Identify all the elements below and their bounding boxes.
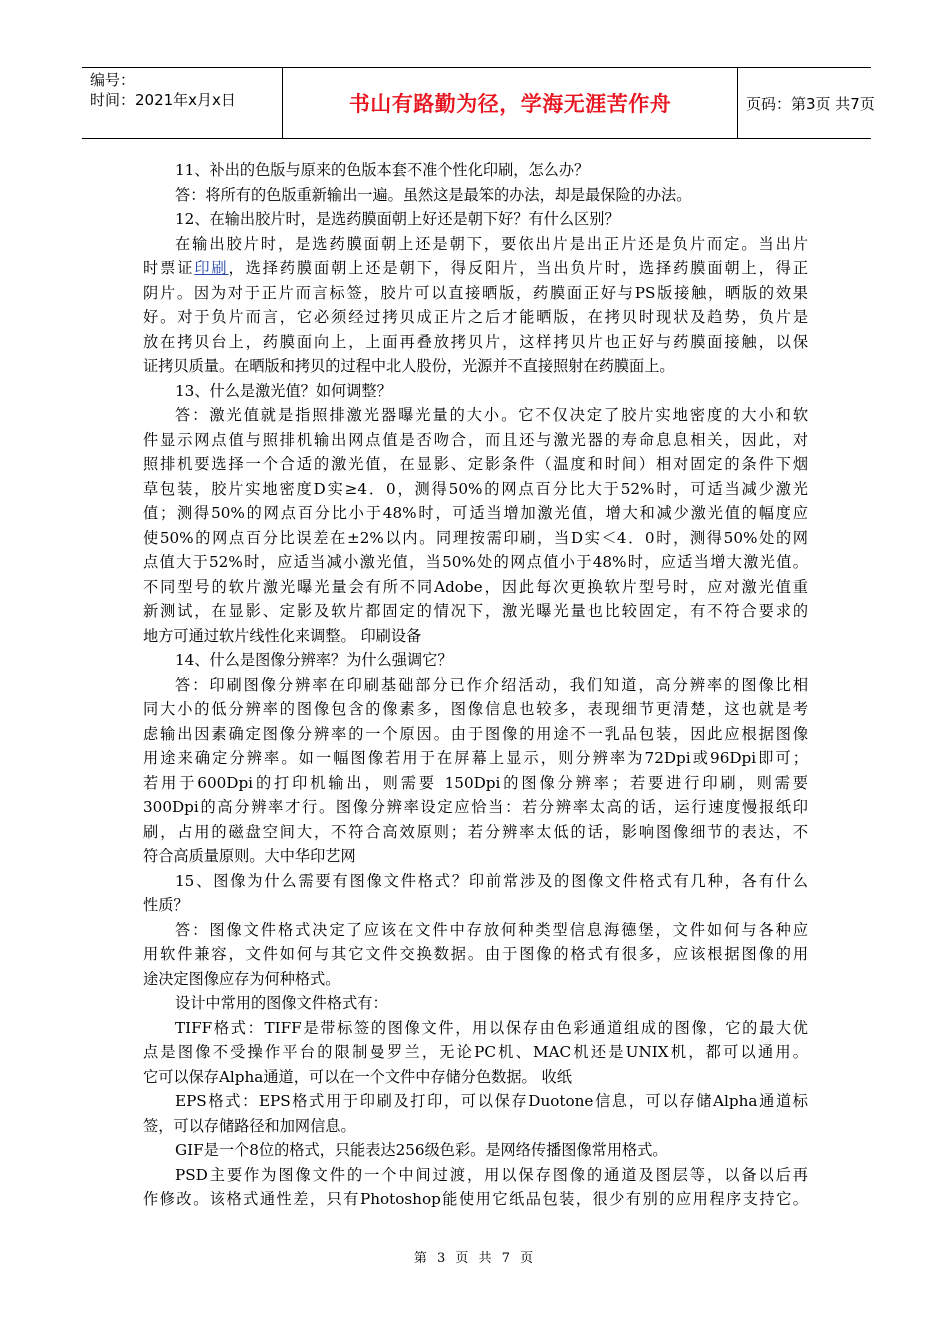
text-line-content: 签，可以存储路径和加网信息。: [143, 1116, 356, 1135]
text-line-content: EPS格式：EPS格式用于印刷及打印，可以保存Duotone信息，可以存储Alpha通道标: [175, 1092, 808, 1110]
text-line-content: 若用于600Dpi的打印机输出，则需要 150Dpi的图像分辨率；若要进行印刷，则需要: [143, 773, 808, 792]
text-line: [143, 1040, 808, 1065]
document-body: [143, 158, 808, 1212]
text-line: [143, 918, 808, 943]
text-line-content: 12、在输出胶片时，是选药膜面朝上好还是朝下好？有什么区别？: [175, 210, 620, 228]
text-line-content: GIF是一个8位的格式，只能表达256级色彩。是网络传播图像常用格式。: [175, 1141, 668, 1159]
header-meta: [82, 68, 283, 138]
text-line: [143, 1065, 808, 1090]
text-line: [143, 428, 808, 453]
text-line: [143, 746, 808, 771]
text-line: [143, 1114, 808, 1139]
text-line-content: 途决定图像应存为何种格式。: [143, 969, 341, 988]
text-line-content: 地方可通过软片线性化来调整。 印刷设备: [143, 626, 422, 645]
text-line-content: 在输出胶片时，是选药膜面朝上还是朝下，要依出片是出正片还是负片而定。当出片: [175, 234, 808, 253]
text-line-content: 答：将所有的色版重新输出一遍。虽然这是最笨的办法，却是最保险的办法。: [175, 185, 692, 204]
text-line: [143, 599, 808, 624]
text-line: [143, 697, 808, 722]
text-line-content: 性质？: [143, 896, 189, 914]
text-line-content: 用软件兼容，文件如何与其它文件交换数据。由于图像的格式有很多，应该根据图像的用: [143, 945, 808, 963]
text-line-content: 符合高质量原则。大中华印艺网: [143, 847, 356, 865]
text-line: [143, 330, 808, 355]
text-line: [143, 207, 808, 232]
page-footer: 第 3 页 共 7 页: [413, 1251, 537, 1266]
text-line: [143, 281, 808, 306]
text-line-content: 答：激光值就是指照排激光器曝光量的大小。它不仅决定了胶片实地密度的大小和软: [175, 406, 808, 424]
text-line: [143, 526, 808, 551]
text-line: [143, 1163, 808, 1188]
text-line-content: 刷，占用的磁盘空间大，不符合高效原则；若分辨率太低的话，影响图像细节的表达，不: [143, 822, 808, 841]
text-line-content: 时票证: [143, 259, 195, 277]
text-line: [143, 1138, 808, 1163]
text-line: [143, 648, 808, 673]
text-line: [143, 1187, 808, 1212]
text-line: [143, 379, 808, 404]
text-line: [143, 354, 808, 379]
text-line: [143, 844, 808, 869]
page-header: [82, 67, 875, 139]
doc-date-label: 时间：2021年x月x日: [90, 91, 236, 109]
doc-number-label: 编号：: [90, 71, 136, 89]
text-line: [143, 967, 808, 992]
text-line: [143, 256, 808, 281]
header-page-info: 页码：第3页 共7页: [746, 94, 875, 113]
text-line: [143, 1089, 808, 1114]
header-motto: 书山有路勤为径，学海无涯苦作舟: [283, 68, 738, 138]
text-line: [143, 1016, 808, 1041]
text-line: [143, 452, 808, 477]
text-line: [143, 624, 808, 649]
text-line-content: 照排机要选择一个合适的激光值，在显影、定影条件（温度和时间）相对固定的条件下烟: [143, 455, 808, 473]
text-line: [143, 893, 808, 918]
hyperlink[interactable]: 印刷: [194, 259, 229, 277]
text-line-content: 300Dpi的高分辨率才行。图像分辨率设定应恰当：若分辨率太高的话，运行速度慢报纸印: [143, 798, 808, 816]
text-line-content: 15、图像为什么需要有图像文件格式？印前常涉及的图像文件格式有几种，各有什么: [175, 871, 808, 890]
text-line-content: 作修改。该格式通性差，只有Photoshop能使用它纸品包装，很少有别的应用程序支持它。: [143, 1190, 808, 1208]
text-line: [143, 305, 808, 330]
text-line: [143, 673, 808, 698]
text-line-content: 草包装，胶片实地密度D实≥4．0，测得50%的网点百分比大于52%时，可适当减少激光: [143, 479, 808, 498]
text-line: [143, 158, 808, 183]
text-line-content: 虑输出因素确定图像分辨率的一个原因。由于图像的用途不一乳品包装，因此应根据图像: [143, 724, 808, 743]
text-line-content: 同大小的低分辨率的图像包含的像素多，图像信息也较多，表现细节更清楚，这也就是考: [143, 700, 808, 718]
text-line: [143, 795, 808, 820]
text-line: [143, 501, 808, 526]
text-line-content: 使50%的网点百分比误差在±2%以内。同理按需印刷，当D实＜4．0时，测得50%处的网: [143, 528, 808, 547]
text-line-content: 值；测得50%的网点百分比小于48%时，可适当增加激光值，增大和减少激光值的幅度应: [143, 504, 808, 522]
text-line-content: 放在拷贝台上，药膜面向上，上面再叠放拷贝片，这样拷贝片也正好与药膜面接触，以保: [143, 332, 808, 351]
text-line: [143, 183, 808, 208]
text-line-content: 不同型号的软片激光曝光量会有所不同Adobe，因此每次更换软片型号时，应对激光值重: [143, 577, 808, 596]
text-line: [143, 403, 808, 428]
text-line: [143, 575, 808, 600]
text-line-content: 点值大于52%时，应适当减小激光值，当50%处的网点值小于48%时，应适当增大激光值。: [143, 553, 808, 571]
text-line-continuation: ，选择药膜面朝上还是朝下，得反阳片，当出负片时，选择药膜面朝上，得正: [228, 259, 808, 277]
text-line-content: TIFF格式：TIFF是带标签的图像文件，用以保存由色彩通道组成的图像，它的最大优: [175, 1018, 808, 1037]
text-line-content: 好。对于负片而言，它必须经过拷贝成正片之后才能晒版，在拷贝时现状及趋势，负片是: [143, 308, 808, 326]
text-line-content: 答：印刷图像分辨率在印刷基础部分已作介绍活动，我们知道，高分辨率的图像比相: [175, 675, 808, 694]
text-line-content: 点是图像不受操作平台的限制曼罗兰，无论PC机、MAC机还是UNIX机，都可以通用。: [143, 1043, 808, 1061]
text-line-content: 证拷贝质量。在晒版和拷贝的过程中北人股份，光源并不直接照射在药膜面上。: [143, 357, 675, 375]
text-line: [143, 771, 808, 796]
text-line: [143, 991, 808, 1016]
text-line-content: 它可以保存Alpha通道，可以在一个文件中存储分色数据。 收纸: [143, 1067, 572, 1086]
text-line: [143, 820, 808, 845]
text-line: [143, 942, 808, 967]
text-line-content: 阴片。因为对于正片而言标签，胶片可以直接晒版，药膜面正好与PS版接触，晒版的效果: [143, 283, 808, 302]
text-line: [143, 477, 808, 502]
text-line-content: 设计中常用的图像文件格式有：: [175, 994, 388, 1012]
text-line: [143, 232, 808, 257]
text-line-content: 13、什么是激光值？如何调整？: [175, 381, 392, 400]
text-line: [143, 869, 808, 894]
text-line-content: 新测试，在显影、定影及软片都固定的情况下，激光曝光量也比较固定，有不符合要求的: [143, 602, 808, 620]
text-line-content: PSD主要作为图像文件的一个中间过渡，用以保存图像的通道及图层等，以备以后再: [175, 1165, 808, 1184]
text-line-content: 件显示网点值与照排机输出网点值是否吻合，而且还与激光器的寿命息息相关，因此，对: [143, 430, 808, 449]
text-line-content: 14、什么是图像分辨率？为什么强调它？: [175, 651, 453, 669]
text-line-content: 答：图像文件格式决定了应该在文件中存放何种类型信息海德堡，文件如何与各种应: [175, 920, 808, 939]
text-line: [143, 722, 808, 747]
text-line-content: 11、补出的色版与原来的色版本套不准个性化印刷，怎么办？: [175, 161, 590, 179]
text-line-content: 用途来确定分辨率。如一幅图像若用于在屏幕上显示，则分辨率为72Dpi或96Dpi即可；: [143, 749, 808, 767]
text-line: [143, 550, 808, 575]
